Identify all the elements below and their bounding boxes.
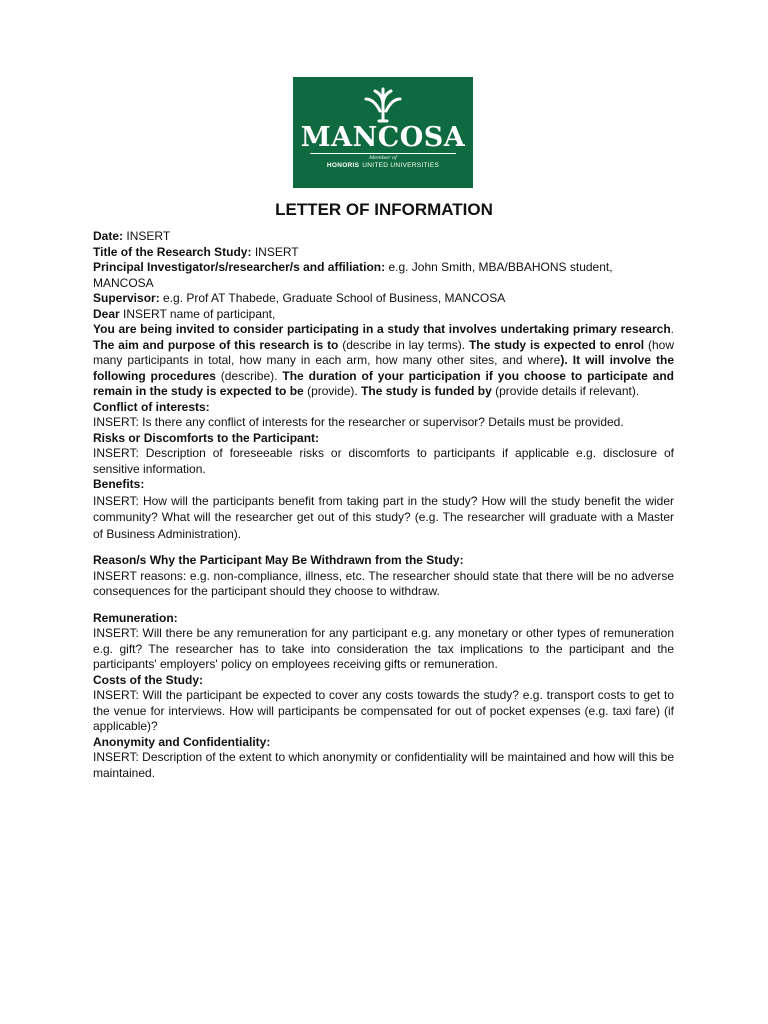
benefits-heading: Benefits: <box>93 477 145 491</box>
intro-enrol: The study is expected to enrol <box>468 337 645 352</box>
logo-wordmark: MANCOSA <box>300 122 466 153</box>
logo-member-of: Member of <box>369 155 397 161</box>
intro-invitation: You are being invited to consider participating in a study that involves undertaking primary research <box>93 322 671 336</box>
remuneration-heading: Remuneration: <box>93 610 178 625</box>
logo-divider <box>310 153 456 154</box>
risks-text: INSERT: Description of foreseeable risks or discomforts to participants if applicable e.g. disclosure of sensitive information. <box>93 446 674 476</box>
logo-network-bold: HONORIS <box>326 162 360 169</box>
study-title-field <box>93 245 674 261</box>
remuneration-text: INSERT: Will there be any remuneration for any participant e.g. any monetary or other types of remuneration e.g. gift? The researcher has to take into consideration the tax implications to the participant and the participants' employers' policy on employees receiving gifts or remuneration. <box>93 626 674 671</box>
supervisor-value: e.g. Prof AT Thabede, Graduate School of Business, MANCOSA <box>163 291 506 305</box>
document-title: LETTER OF INFORMATION <box>275 200 493 219</box>
mancosa-logo <box>293 77 473 188</box>
intro-text-2: (describe in lay terms). <box>338 337 469 352</box>
withdrawal-text: INSERT reasons: e.g. non-compliance, illness, etc. The researcher should state that there will be no adverse consequences for the participant should they choose to withdraw. <box>93 568 674 598</box>
principal-investigator-value: e.g. John Smith, MBA/BBAHONS student, MANCOSA <box>93 260 613 290</box>
logo-network-rest: UNITED UNIVERSITIES <box>362 162 440 169</box>
greeting <box>93 307 674 323</box>
date-value: INSERT <box>126 229 171 243</box>
principal-investigator-label: Principal Investigator/s/researcher/s and affiliation: <box>93 260 386 274</box>
intro-procedures: ). It will involve the following procedures <box>93 353 674 383</box>
logo-network-line <box>293 162 473 169</box>
benefits-text: INSERT: How will the participants benefit from taking part in the study? How will the study benefit the wider community? What will the researcher get out of this study? (e.g. The researcher will graduate with a Master of Business Administration). <box>93 493 674 541</box>
logo-membership-line <box>293 155 473 161</box>
withdrawal-heading: Reason/s Why the Participant May Be Withdrawn from the Study: <box>93 553 464 567</box>
conflict-heading: Conflict of interests: <box>93 399 210 414</box>
anonymity-text: INSERT: Description of the extent to which anonymity or confidentiality will be maintained and how will this be maintained. <box>93 750 674 780</box>
anonymity-heading: Anonymity and Confidentiality: <box>93 734 271 749</box>
intro-duration: The duration of your participation if you choose to participate and remain in the study is expected to be <box>93 368 675 398</box>
supervisor-field <box>93 291 674 307</box>
intro-text-5: (provide). <box>303 384 362 398</box>
study-title-value: INSERT <box>254 244 299 259</box>
intro-text-6: (provide details if relevant). <box>491 384 640 398</box>
greeting-dear: Dear <box>93 306 120 321</box>
supervisor-label: Supervisor: <box>93 291 160 305</box>
study-title-label: Title of the Research Study: <box>93 244 252 259</box>
intro-text-3: (how many participants in total, how many in each arm, how many other sites, and where <box>93 337 674 367</box>
document-body <box>93 229 674 781</box>
tree-emblem-icon <box>362 87 404 123</box>
date-field <box>93 229 674 245</box>
intro-text-4: (describe). <box>215 368 283 383</box>
risks-heading: Risks or Discomforts to the Participant: <box>93 430 320 445</box>
intro-funding: The study is funded by <box>361 384 492 398</box>
intro-aim: The aim and purpose of this research is to <box>93 337 339 352</box>
date-label: Date: <box>93 229 124 243</box>
costs-heading: Costs of the Study: <box>93 672 203 687</box>
principal-investigator-field <box>93 260 674 291</box>
conflict-text: INSERT: Is there any conflict of interests for the researcher or supervisor? Details must be provided. <box>93 415 624 429</box>
intro-text-1: . <box>670 322 674 336</box>
intro-paragraph <box>93 322 674 400</box>
greeting-name: INSERT name of participant, <box>123 306 276 321</box>
costs-text: INSERT: Will the participant be expected to cover any costs towards the study? e.g. transport costs to get to the venue for interviews. How will participants be compensated for out of pocket expenses (e.g. taxi fare) (if applicable)? <box>93 688 674 733</box>
